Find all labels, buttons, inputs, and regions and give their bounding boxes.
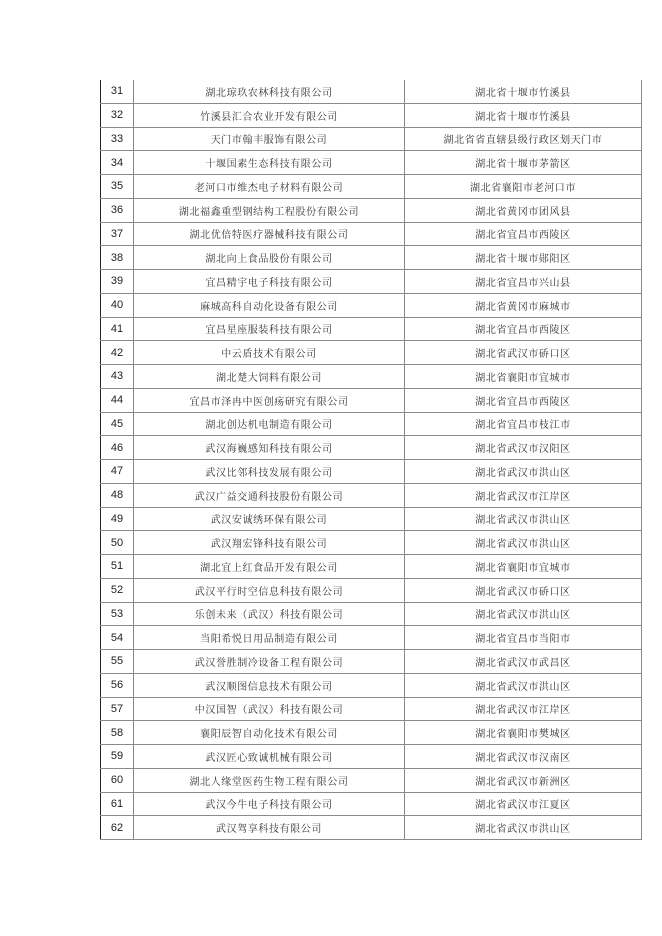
region: 湖北省十堰市茅箭区 xyxy=(405,151,642,175)
region: 湖北省武汉市江岸区 xyxy=(405,697,642,721)
row-number: 34 xyxy=(101,151,134,175)
table-row xyxy=(101,507,642,531)
region: 湖北省武汉市洪山区 xyxy=(405,673,642,697)
table-row xyxy=(101,341,642,365)
company-name: 老河口市维杰电子材料有限公司 xyxy=(134,175,405,199)
table-row xyxy=(101,436,642,460)
table-row xyxy=(101,745,642,769)
region: 湖北省十堰市竹溪县 xyxy=(405,103,642,127)
row-number: 41 xyxy=(101,317,134,341)
company-name: 宜昌星座服装科技有限公司 xyxy=(134,317,405,341)
row-number: 61 xyxy=(101,792,134,816)
company-name: 武汉顺图信息技术有限公司 xyxy=(134,673,405,697)
row-number: 51 xyxy=(101,555,134,579)
row-number: 32 xyxy=(101,103,134,127)
region: 湖北省省直辖县级行政区划天门市 xyxy=(405,127,642,151)
table-row xyxy=(101,650,642,674)
region: 湖北省宜昌市西陵区 xyxy=(405,388,642,412)
region: 湖北省武汉市硚口区 xyxy=(405,578,642,602)
company-name: 襄阳辰智自动化技术有限公司 xyxy=(134,721,405,745)
region: 湖北省宜昌市兴山县 xyxy=(405,270,642,294)
table-row xyxy=(101,293,642,317)
region: 湖北省武汉市汉南区 xyxy=(405,745,642,769)
row-number: 48 xyxy=(101,483,134,507)
region: 湖北省武汉市洪山区 xyxy=(405,460,642,484)
table-row xyxy=(101,365,642,389)
region: 湖北省武汉市硚口区 xyxy=(405,341,642,365)
table-row xyxy=(101,80,642,103)
table-row xyxy=(101,816,642,840)
company-name: 中云盾技术有限公司 xyxy=(134,341,405,365)
company-name: 武汉驾享科技有限公司 xyxy=(134,816,405,840)
company-name: 武汉广益交通科技股份有限公司 xyxy=(134,483,405,507)
table-row xyxy=(101,578,642,602)
row-number: 39 xyxy=(101,270,134,294)
region: 湖北省襄阳市宜城市 xyxy=(405,555,642,579)
region: 湖北省武汉市洪山区 xyxy=(405,816,642,840)
table-row xyxy=(101,198,642,222)
company-name: 武汉今牛电子科技有限公司 xyxy=(134,792,405,816)
region: 湖北省武汉市洪山区 xyxy=(405,531,642,555)
row-number: 44 xyxy=(101,388,134,412)
region: 湖北省宜昌市西陵区 xyxy=(405,317,642,341)
company-name: 宜昌精宇电子科技有限公司 xyxy=(134,270,405,294)
company-name: 湖北楚大饲料有限公司 xyxy=(134,365,405,389)
region: 湖北省宜昌市当阳市 xyxy=(405,626,642,650)
company-name: 湖北优倍特医疗器械科技有限公司 xyxy=(134,222,405,246)
region: 湖北省襄阳市樊城区 xyxy=(405,721,642,745)
row-number: 59 xyxy=(101,745,134,769)
table-row xyxy=(101,483,642,507)
row-number: 50 xyxy=(101,531,134,555)
region: 湖北省武汉市汉阳区 xyxy=(405,436,642,460)
region: 湖北省宜昌市枝江市 xyxy=(405,412,642,436)
table-row xyxy=(101,602,642,626)
table-row xyxy=(101,412,642,436)
company-name: 武汉比邻科技发展有限公司 xyxy=(134,460,405,484)
region: 湖北省武汉市江夏区 xyxy=(405,792,642,816)
row-number: 38 xyxy=(101,246,134,270)
region: 湖北省十堰市竹溪县 xyxy=(405,80,642,103)
company-name: 湖北人缘堂医药生物工程有限公司 xyxy=(134,768,405,792)
table-body xyxy=(101,80,642,840)
row-number: 37 xyxy=(101,222,134,246)
company-name: 湖北向上食品股份有限公司 xyxy=(134,246,405,270)
region: 湖北省宜昌市西陵区 xyxy=(405,222,642,246)
row-number: 35 xyxy=(101,175,134,199)
company-name: 湖北宜上红食品开发有限公司 xyxy=(134,555,405,579)
company-table xyxy=(100,80,642,840)
row-number: 56 xyxy=(101,673,134,697)
row-number: 54 xyxy=(101,626,134,650)
company-name: 湖北创达机电制造有限公司 xyxy=(134,412,405,436)
company-name: 当阳希悦日用品制造有限公司 xyxy=(134,626,405,650)
row-number: 47 xyxy=(101,460,134,484)
row-number: 57 xyxy=(101,697,134,721)
row-number: 58 xyxy=(101,721,134,745)
company-name: 宜昌市泽冉中医创疡研究有限公司 xyxy=(134,388,405,412)
company-name: 竹溪县汇合农业开发有限公司 xyxy=(134,103,405,127)
table-row xyxy=(101,175,642,199)
table-row xyxy=(101,151,642,175)
table-row xyxy=(101,317,642,341)
region: 湖北省襄阳市老河口市 xyxy=(405,175,642,199)
row-number: 42 xyxy=(101,341,134,365)
table-row xyxy=(101,768,642,792)
region: 湖北省襄阳市宜城市 xyxy=(405,365,642,389)
row-number: 33 xyxy=(101,127,134,151)
table-row xyxy=(101,460,642,484)
table-row xyxy=(101,792,642,816)
row-number: 55 xyxy=(101,650,134,674)
company-name: 中汉国智（武汉）科技有限公司 xyxy=(134,697,405,721)
table-row xyxy=(101,626,642,650)
row-number: 46 xyxy=(101,436,134,460)
company-name: 武汉安诚绣环保有限公司 xyxy=(134,507,405,531)
table-row xyxy=(101,721,642,745)
table-row xyxy=(101,388,642,412)
table-row xyxy=(101,127,642,151)
company-name: 湖北琼玖农林科技有限公司 xyxy=(134,80,405,103)
table-row xyxy=(101,222,642,246)
region: 湖北省武汉市新洲区 xyxy=(405,768,642,792)
region: 湖北省十堰市郧阳区 xyxy=(405,246,642,270)
company-name: 武汉海巍感知科技有限公司 xyxy=(134,436,405,460)
table-row xyxy=(101,673,642,697)
company-name: 武汉匠心致诚机械有限公司 xyxy=(134,745,405,769)
row-number: 40 xyxy=(101,293,134,317)
company-name: 麻城高科自动化设备有限公司 xyxy=(134,293,405,317)
region: 湖北省武汉市洪山区 xyxy=(405,602,642,626)
region: 湖北省黄冈市麻城市 xyxy=(405,293,642,317)
company-name: 武汉翔宏锋科技有限公司 xyxy=(134,531,405,555)
table-row xyxy=(101,270,642,294)
company-name: 湖北福鑫重型钢结构工程股份有限公司 xyxy=(134,198,405,222)
row-number: 52 xyxy=(101,578,134,602)
row-number: 36 xyxy=(101,198,134,222)
company-name: 武汉平行时空信息科技有限公司 xyxy=(134,578,405,602)
region: 湖北省武汉市洪山区 xyxy=(405,507,642,531)
table-row xyxy=(101,697,642,721)
company-name: 武汉誉胜制冷设备工程有限公司 xyxy=(134,650,405,674)
company-name: 乐创未来（武汉）科技有限公司 xyxy=(134,602,405,626)
table-row xyxy=(101,103,642,127)
table-row xyxy=(101,246,642,270)
row-number: 62 xyxy=(101,816,134,840)
region: 湖北省黄冈市团风县 xyxy=(405,198,642,222)
region: 湖北省武汉市武昌区 xyxy=(405,650,642,674)
row-number: 53 xyxy=(101,602,134,626)
row-number: 49 xyxy=(101,507,134,531)
company-name: 十堰国素生态科技有限公司 xyxy=(134,151,405,175)
company-name: 天门市翰丰服饰有限公司 xyxy=(134,127,405,151)
region: 湖北省武汉市江岸区 xyxy=(405,483,642,507)
table-row xyxy=(101,555,642,579)
row-number: 31 xyxy=(101,80,134,103)
row-number: 43 xyxy=(101,365,134,389)
row-number: 45 xyxy=(101,412,134,436)
row-number: 60 xyxy=(101,768,134,792)
table-row xyxy=(101,531,642,555)
